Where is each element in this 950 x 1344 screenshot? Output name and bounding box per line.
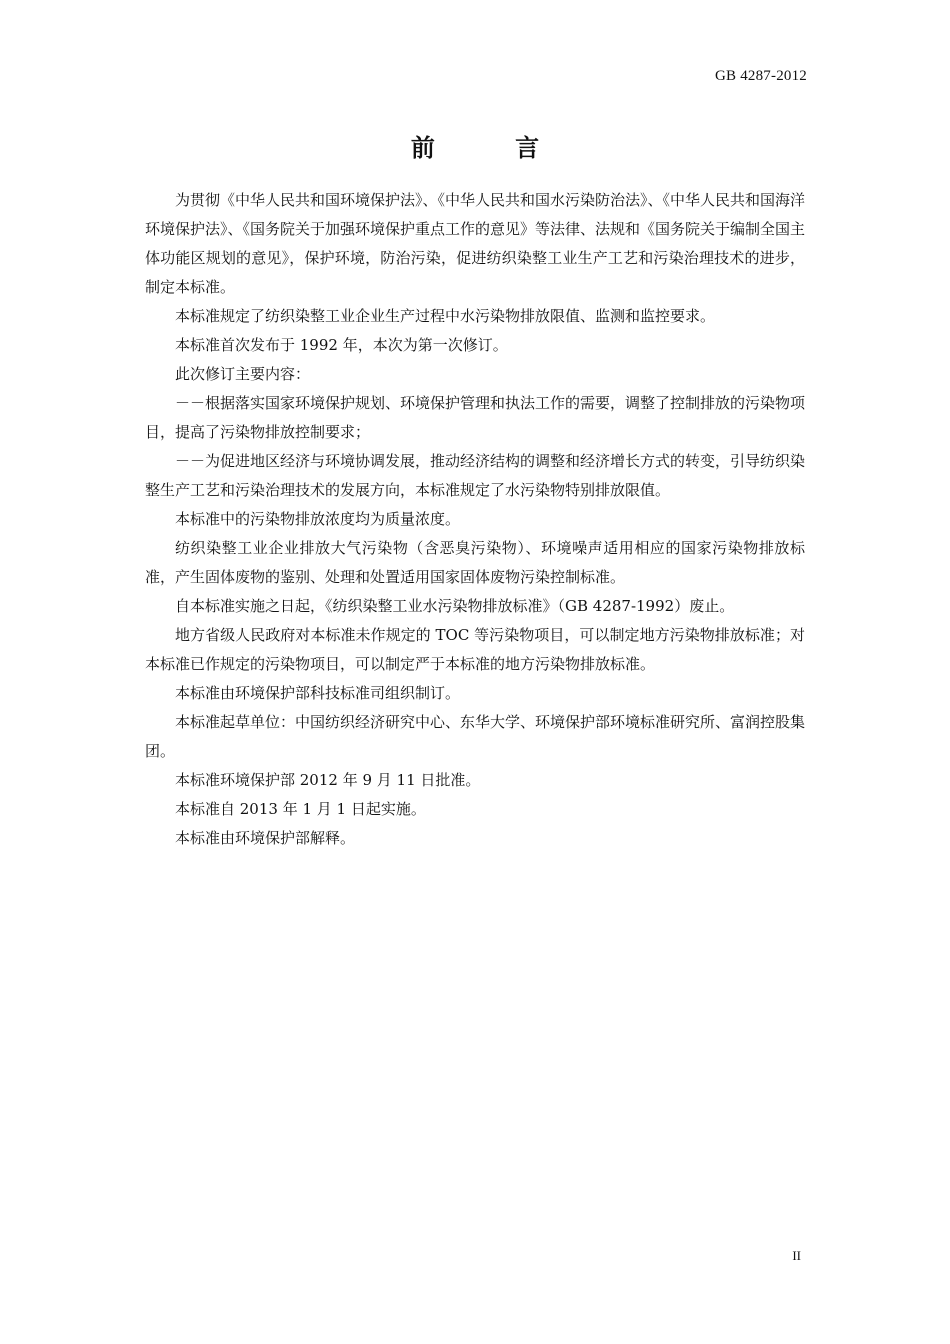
paragraph: 本标准由环境保护部解释。 [175,829,356,847]
paragraph: 本标准规定了纺织染整工业企业生产过程中水污染物排放限值、监测和监控要求。 [175,307,716,325]
paragraph: 本标准自 2013 年 1 月 1 日起实施。 [175,800,426,818]
paragraph: 本标准由环境保护部科技标准司组织制订。 [175,684,461,702]
paragraph: 此次修订主要内容： [175,365,311,383]
paragraph: 为贯彻《中华人民共和国环境保护法》、《中华人民共和国水污染防治法》、《中华人民共和国海洋环境保护法》、《国务院关于加强环境保护重点工作的意见》等法律、法规和《国务院关于编制全国主体功能区规划的意见》，保护环境，防治污染，促进纺织染整工业生产工艺和污染治理技术的进步，制定本标准。 [145,191,806,296]
paragraph: 自本标准实施之日起，《纺织染整工业水污染物排放标准》（GB 4287-1992）废止。 [175,597,735,615]
paragraph: 本标准起草单位：中国纺织经济研究中心、东华大学、环境保护部环境标准研究所、富润控股集团。 [145,713,806,760]
paragraph: 地方省级人民政府对本标准未作规定的 TOC 等污染物项目，可以制定地方污染物排放标准；对本标准已作规定的污染物项目，可以制定严于本标准的地方污染物排放标准。 [145,626,805,673]
paragraph: 纺织染整工业企业排放大气污染物（含恶臭污染物）、环境噪声适用相应的国家污染物排放标准，产生固体废物的鉴别、处理和处置适用国家固体废物污染控制标准。 [145,539,805,586]
paragraph: 本标准中的污染物排放浓度均为质量浓度。 [175,510,461,528]
page-number: II [792,1248,801,1263]
foreword-body [145,186,805,853]
paragraph: －－根据落实国家环境保护规划、环境保护管理和执法工作的需要，调整了控制排放的污染物项目，提高了污染物排放控制要求； [145,394,806,441]
paragraph: 本标准环境保护部 2012 年 9 月 11 日批准。 [175,771,481,789]
page-title: 前 言 [410,134,576,162]
paragraph: 本标准首次发布于 1992 年，本次为第一次修订。 [175,336,508,354]
paragraph: －－为促进地区经济与环境协调发展，推动经济结构的调整和经济增长方式的转变，引导纺织染整生产工艺和污染治理技术的发展方向，本标准规定了水污染物特别排放限值。 [145,452,806,499]
standard-code: GB 4287-2012 [715,68,807,84]
